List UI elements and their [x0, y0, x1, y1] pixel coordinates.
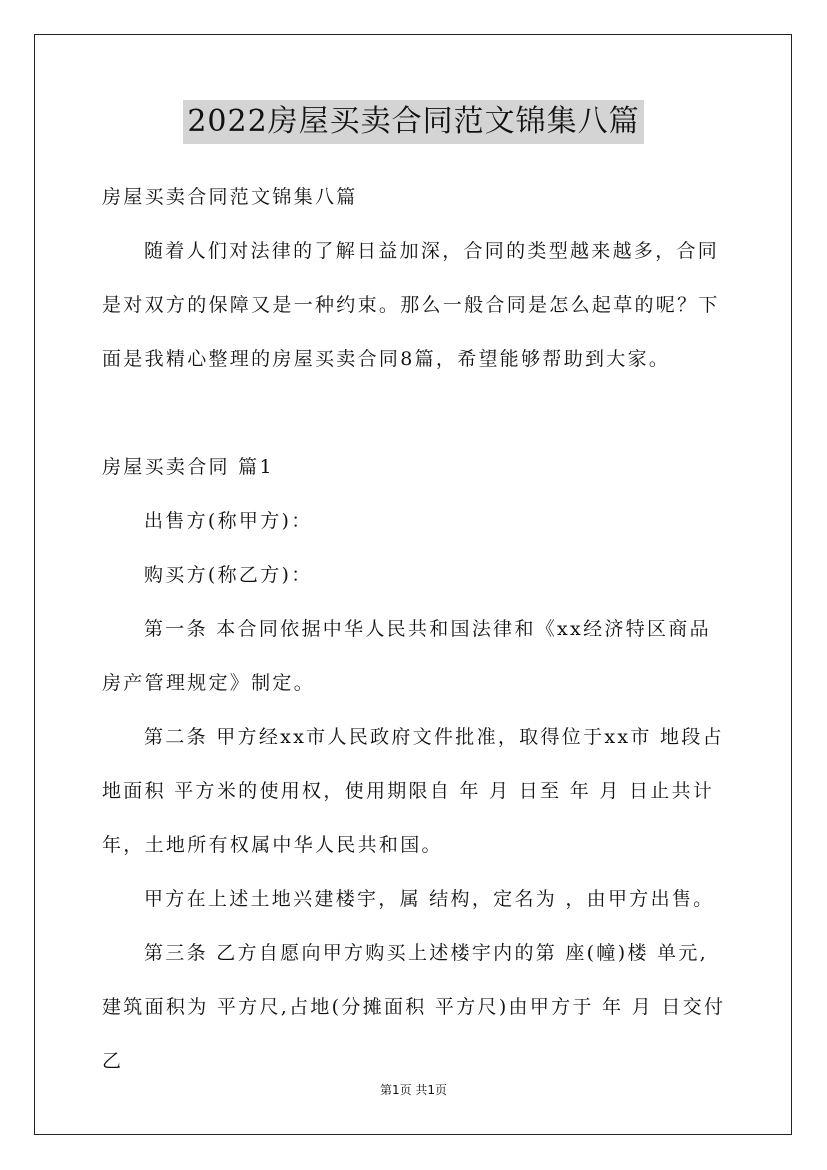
title-container: [0, 100, 827, 144]
document-body: [102, 170, 728, 1088]
page-footer: 第1页 共1页: [379, 1083, 448, 1097]
blank-line: [102, 386, 728, 440]
seller-line: 出售方(称甲方)：: [144, 510, 313, 532]
article-1: 第一条 本合同依据中华人民共和国法律和《xx经济特区商品房产管理规定》制定。: [102, 618, 711, 694]
document-title: 2022房屋买卖合同范文锦集八篇: [183, 100, 643, 144]
intro-paragraph: 随着人们对法律的了解日益加深，合同的类型越来越多，合同是对双方的保障又是一种约束。那么一般合同是怎么起草的呢？下面是我精心整理的房屋买卖合同8篇，希望能够帮助到大家。: [102, 240, 720, 370]
article-2: 第二条 甲方经xx市人民政府文件批准，取得位于xx市 地段占地面积 平方米的使用权，使用期限自 年 月 日至 年 月 日止共计 年，土地所有权属中华人民共和国。: [102, 726, 724, 856]
subtitle-paragraph: 房屋买卖合同范文锦集八篇: [102, 186, 358, 208]
section-heading: 房屋买卖合同 篇1: [102, 456, 274, 478]
article-3: 第三条 乙方自愿向甲方购买上述楼宇内的第 座(幢)楼 单元,建筑面积为 平方尺,占地(分摊面积 平方尺)由甲方于 年 月 日交付乙: [102, 942, 726, 1072]
article-2-continued: 甲方在上述土地兴建楼宇，属 结构，定名为 ，由甲方出售。: [144, 888, 715, 910]
buyer-line: 购买方(称乙方)：: [144, 564, 313, 586]
